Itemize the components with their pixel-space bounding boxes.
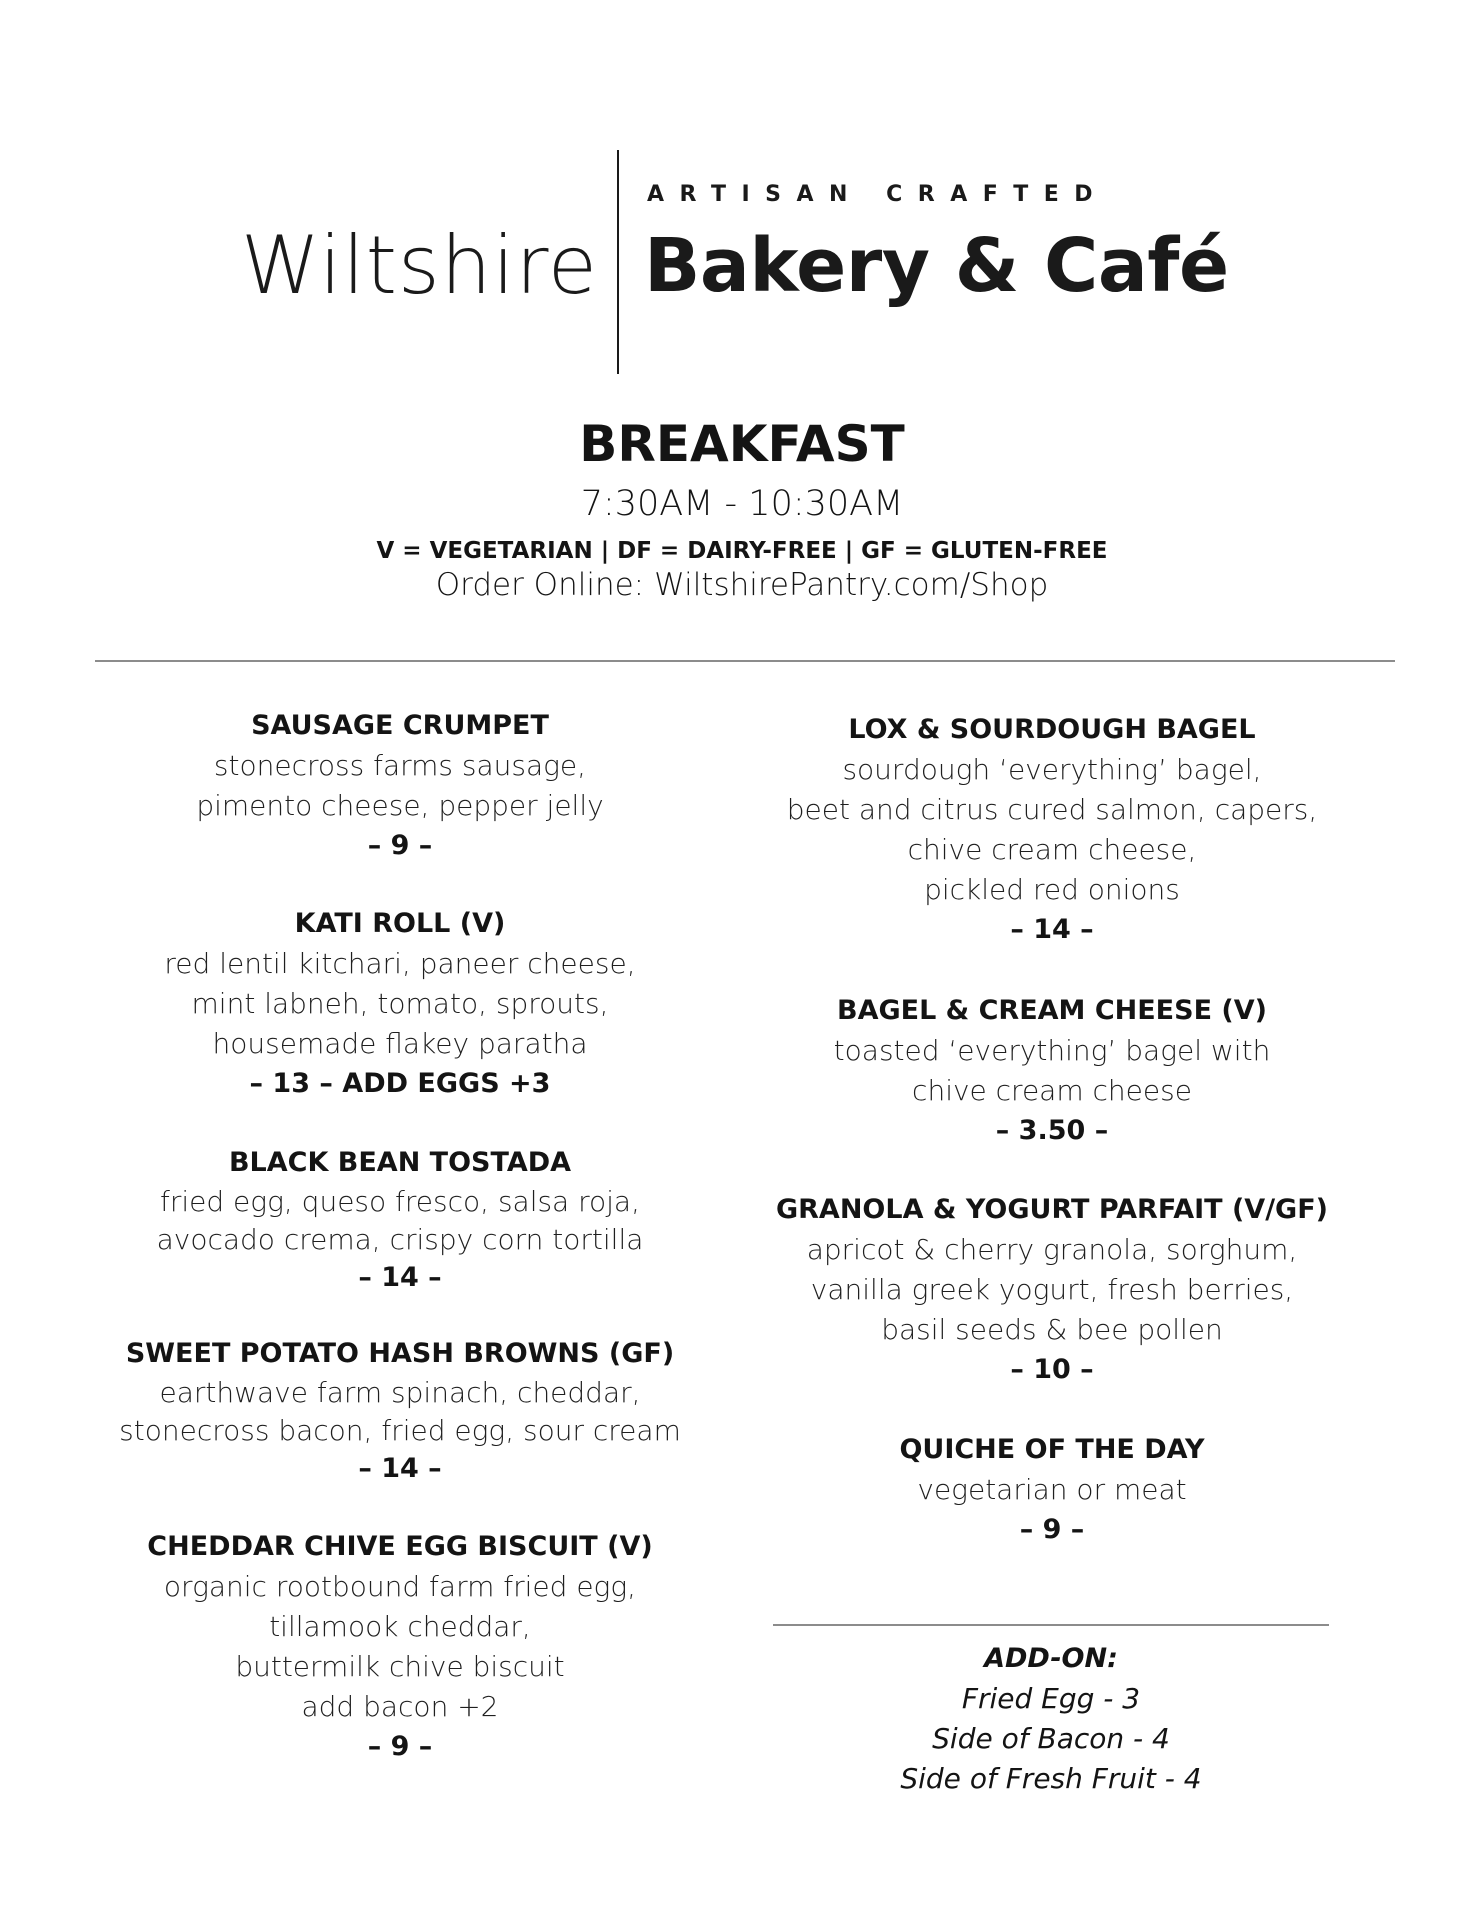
menu-item-name: BAGEL & CREAM CHEESE (V) xyxy=(836,995,1267,1026)
menu-item-bagel-cream-cheese xyxy=(742,991,1362,1151)
menu-item-granola-yogurt-parfait xyxy=(742,1190,1362,1390)
section-divider xyxy=(95,660,1395,662)
menu-item-price: – 14 – xyxy=(1010,914,1094,945)
addon-item: Fried Egg - 3 xyxy=(961,1682,1141,1715)
menu-item-name: KATI ROLL (V) xyxy=(294,908,506,939)
menu-item-sweet-potato-hash-browns xyxy=(95,1334,705,1488)
logo-tagline: ARTISAN CRAFTED xyxy=(647,182,1109,207)
menu-item-kati-roll xyxy=(95,904,705,1104)
menu-item-name: SWEET POTATO HASH BROWNS (GF) xyxy=(125,1338,675,1369)
menu-item-description: stonecross farms sausage, xyxy=(213,749,587,782)
logo-wordmark-bakery-cafe: Bakery & Café xyxy=(644,223,1229,309)
menu-item-description: earthwave farm spinach, cheddar, xyxy=(159,1376,641,1409)
menu-item-description: mint labneh, tomato, sprouts, xyxy=(191,987,609,1020)
menu-item-description: stonecross bacon, fried egg, sour cream xyxy=(119,1414,681,1447)
service-hours: 7:30AM - 10:30AM xyxy=(580,484,904,524)
menu-item-price: – 3.50 – xyxy=(995,1115,1109,1146)
order-online-label: Order Online: xyxy=(435,567,645,603)
menu-item-description: avocado crema, crispy corn tortilla xyxy=(156,1223,644,1256)
addon-item: Side of Bacon - 4 xyxy=(932,1722,1170,1755)
menu-title: BREAKFAST xyxy=(579,415,905,473)
menu-item-description: tillamook cheddar, xyxy=(269,1610,531,1643)
menu-item-quiche-of-the-day xyxy=(742,1430,1362,1550)
menu-item-lox-sourdough-bagel xyxy=(742,710,1362,950)
addon-divider xyxy=(773,1624,1329,1626)
logo-divider xyxy=(617,150,619,374)
menu-item-description: organic rootbound farm fried egg, xyxy=(163,1570,637,1603)
menu-item-price: – 9 – xyxy=(367,830,433,861)
order-online-line xyxy=(0,564,1484,606)
menu-item-black-bean-tostada xyxy=(95,1143,705,1297)
menu-item-name: GRANOLA & YOGURT PARFAIT (V/GF) xyxy=(775,1194,1328,1225)
menu-item-description: toasted ‘everything’ bagel with xyxy=(833,1034,1271,1067)
menu-item-description: buttermilk chive biscuit xyxy=(235,1650,565,1683)
menu-item-name: QUICHE OF THE DAY xyxy=(899,1434,1205,1465)
menu-item-description: chive cream cheese xyxy=(912,1074,1192,1107)
menu-item-description: add bacon +2 xyxy=(301,1690,499,1723)
menu-item-price: – 13 – ADD EGGS +3 xyxy=(249,1068,551,1099)
menu-item-cheddar-chive-egg-biscuit xyxy=(95,1527,705,1767)
menu-item-description: vegetarian or meat xyxy=(917,1473,1187,1506)
menu-item-description: red lentil kitchari, paneer cheese, xyxy=(164,947,636,980)
menu-item-description: chive cream cheese, xyxy=(907,833,1197,866)
menu-item-description: pimento cheese, pepper jelly xyxy=(196,789,604,822)
menu-item-price: – 10 – xyxy=(1010,1354,1094,1385)
menu-item-description: pickled red onions xyxy=(924,873,1180,906)
order-online-link[interactable]: WiltshirePantry.com/Shop xyxy=(654,567,1049,603)
menu-item-description: basil seeds & bee pollen xyxy=(881,1313,1223,1346)
addon-item: Side of Fresh Fruit - 4 xyxy=(900,1762,1202,1795)
menu-item-name: SAUSAGE CRUMPET xyxy=(251,710,549,741)
logo-wordmark-wiltshire: Wiltshire xyxy=(240,219,598,312)
menu-item-description: beet and citrus cured salmon, capers, xyxy=(786,793,1318,826)
menu-item-description: apricot & cherry granola, sorghum, xyxy=(806,1233,1298,1266)
menu-item-description: housemade flakey paratha xyxy=(212,1027,588,1060)
menu-item-description: sourdough ‘everything’ bagel, xyxy=(842,753,1262,786)
addon-list xyxy=(773,1639,1329,1799)
menu-item-price: – 9 – xyxy=(367,1731,433,1762)
menu-item-name: BLACK BEAN TOSTADA xyxy=(228,1147,572,1178)
addon-title: ADD-ON: xyxy=(984,1643,1118,1674)
menu-item-sausage-crumpet xyxy=(95,706,705,866)
menu-item-price: – 14 – xyxy=(358,1262,442,1293)
menu-item-description: fried egg, queso fresco, salsa roja, xyxy=(160,1185,640,1218)
menu-item-price: – 14 – xyxy=(358,1453,442,1484)
menu-item-price: – 9 – xyxy=(1019,1514,1085,1545)
menu-item-name: LOX & SOURDOUGH BAGEL xyxy=(848,714,1256,745)
menu-item-name: CHEDDAR CHIVE EGG BISCUIT (V) xyxy=(147,1531,653,1562)
menu-item-description: vanilla greek yogurt, fresh berries, xyxy=(810,1273,1294,1306)
dietary-legend: V = VEGETARIAN | DF = DAIRY-FREE | GF = GLUTEN-FREE xyxy=(376,538,1108,564)
